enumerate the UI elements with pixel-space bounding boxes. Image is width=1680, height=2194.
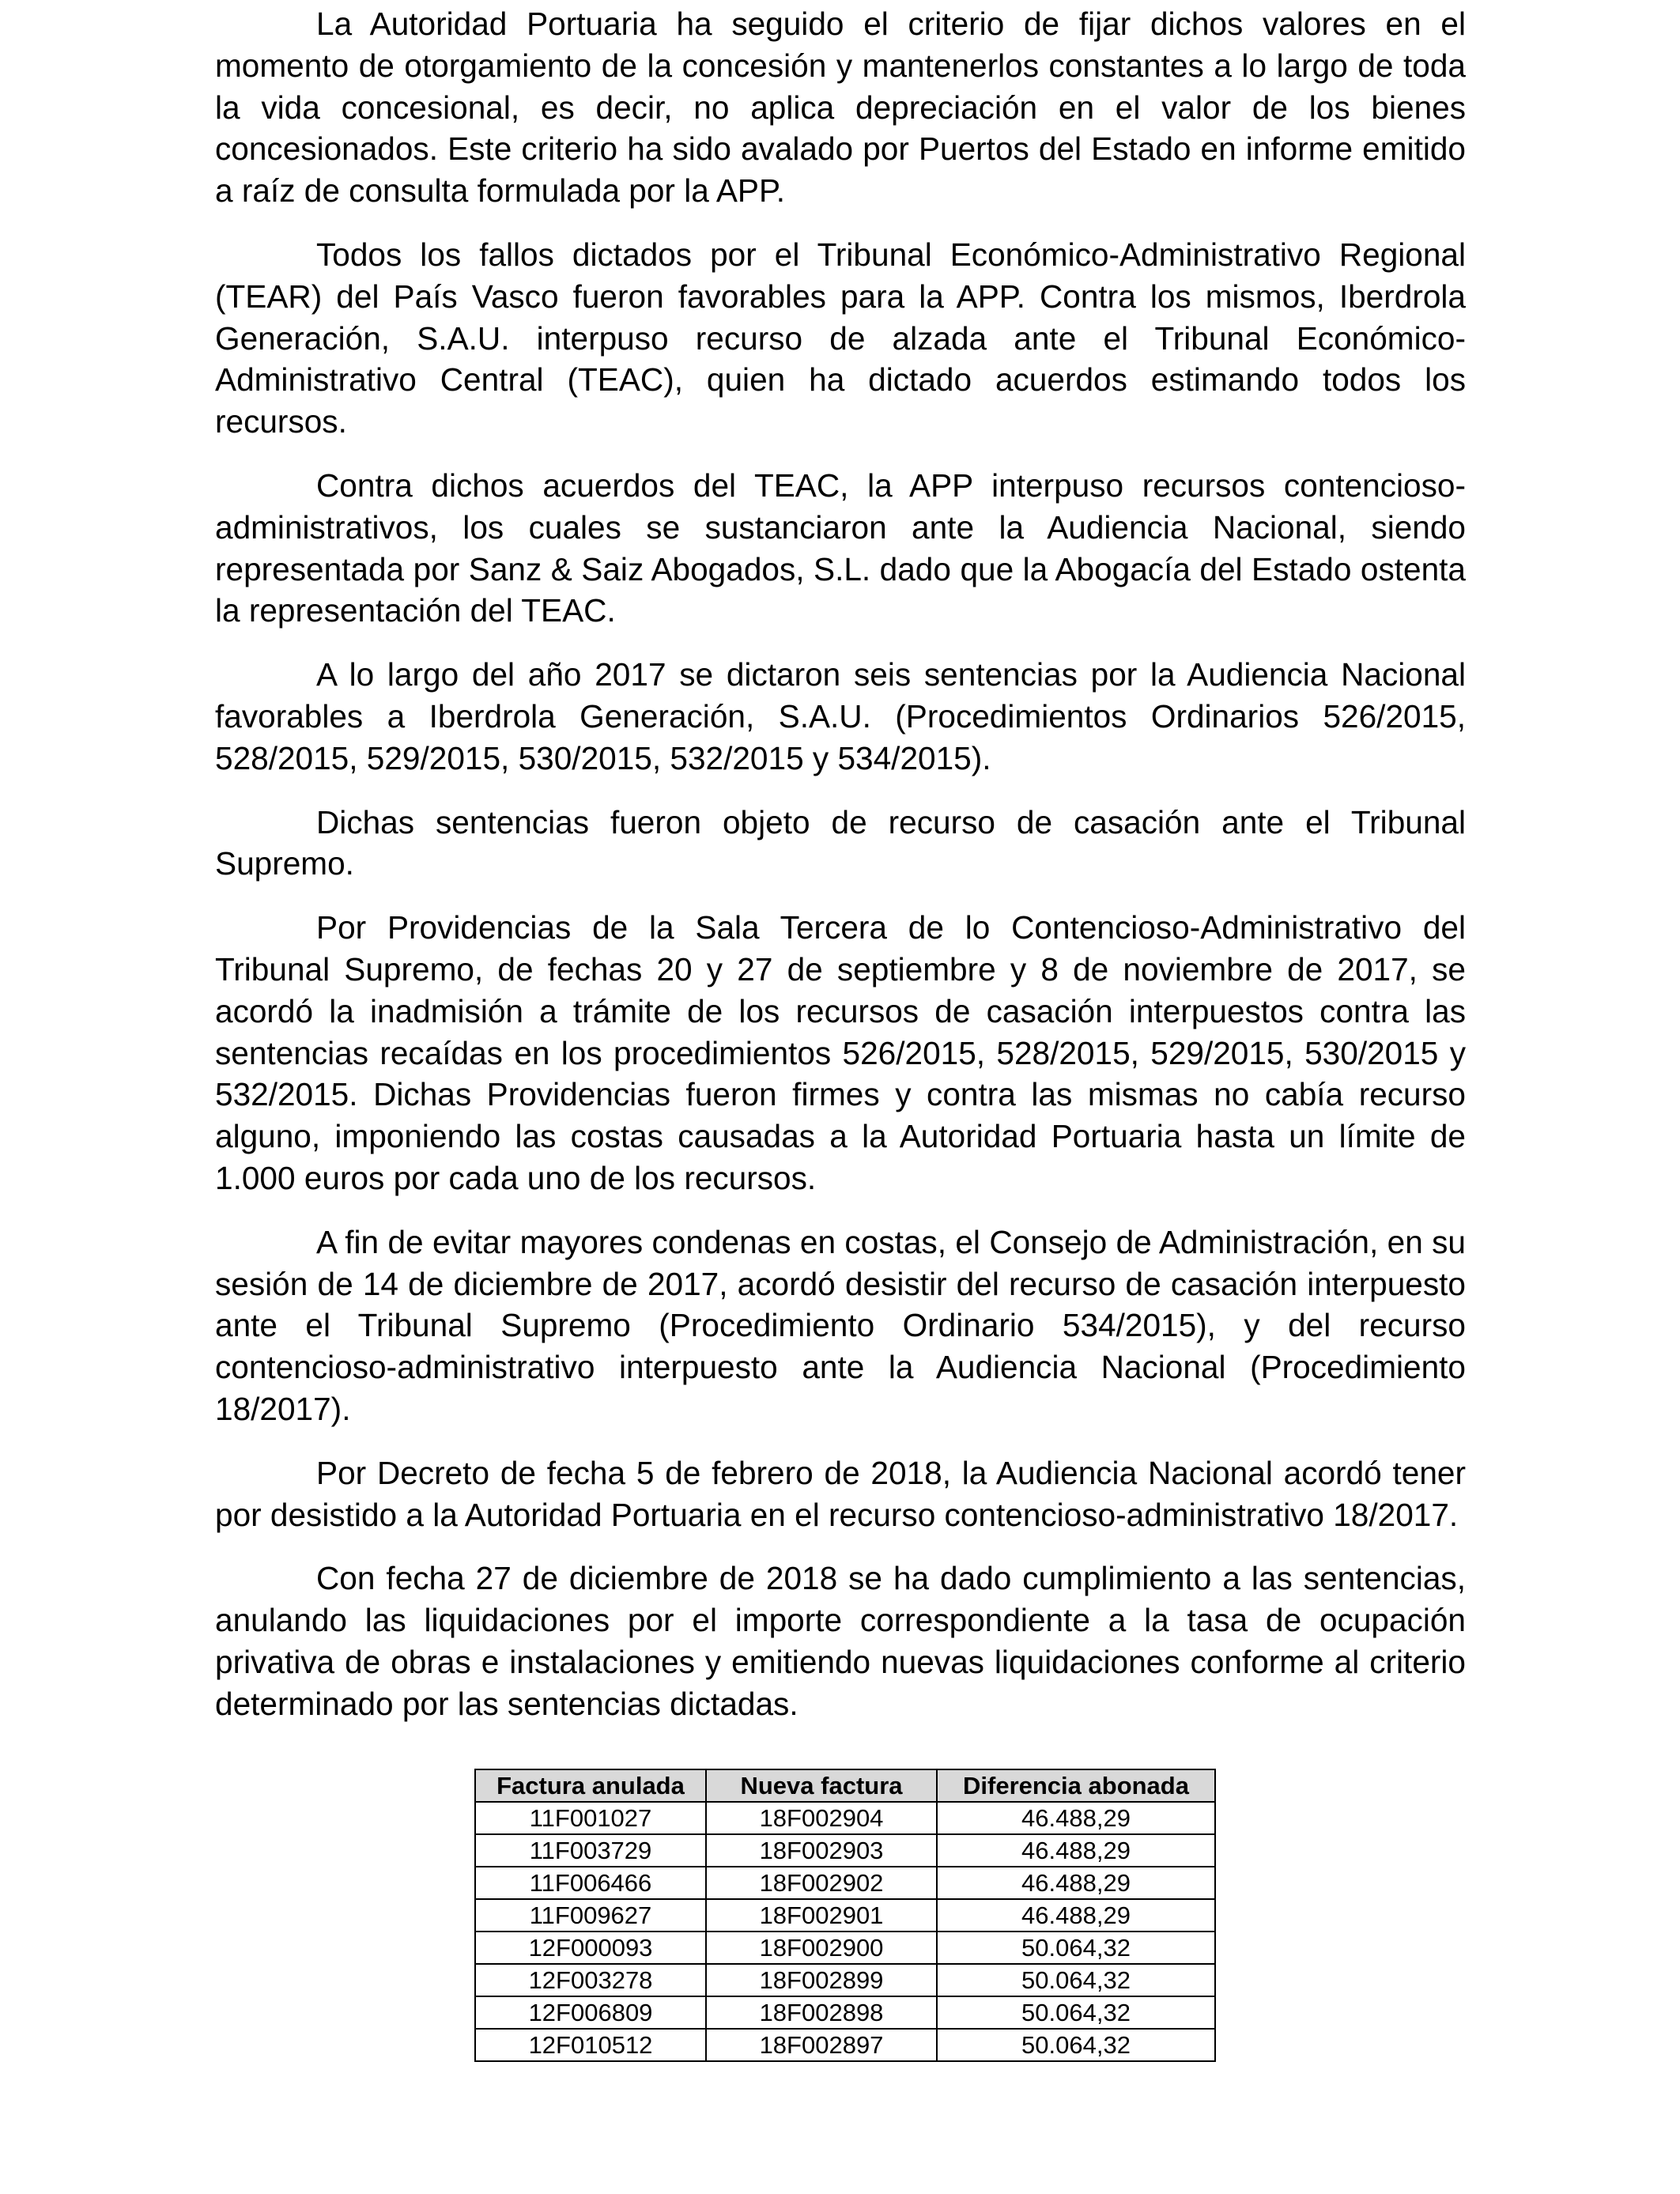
cell-factura-anulada: 11F009627 bbox=[475, 1899, 706, 1932]
invoice-table-wrapper bbox=[474, 1769, 1216, 2062]
cell-nueva-factura: 18F002900 bbox=[706, 1932, 937, 1964]
cell-diferencia-abonada: 50.064,32 bbox=[937, 1996, 1215, 2029]
paragraph: La Autoridad Portuaria ha seguido el criterio de fijar dichos valores en el momento de otorgamiento de la concesión y mantenerlos constantes a lo largo de toda la vida concesional, es decir, no aplica depreciación en el valor de los bienes concesionados. Este criterio ha sido avalado por Puertos del Estado en informe emitido a raíz de consulta formulada por la APP. bbox=[215, 6, 1466, 210]
cell-diferencia-abonada: 46.488,29 bbox=[937, 1802, 1215, 1834]
table-row bbox=[475, 1802, 1215, 1834]
paragraph: A lo largo del año 2017 se dictaron seis sentencias por la Audiencia Nacional favorables a Iberdrola Generación, S.A.U. (Procedimientos Ordinarios 526/2015, 528/2015, 529/2015, 530/2015, 532/2015 y 534/2015). bbox=[215, 656, 1466, 776]
table-row bbox=[475, 1964, 1215, 1996]
table-row bbox=[475, 1996, 1215, 2029]
cell-diferencia-abonada: 50.064,32 bbox=[937, 1932, 1215, 1964]
cell-nueva-factura: 18F002897 bbox=[706, 2029, 937, 2061]
body-text bbox=[215, 0, 1466, 1747]
cell-factura-anulada: 11F003729 bbox=[475, 1834, 706, 1867]
cell-diferencia-abonada: 50.064,32 bbox=[937, 2029, 1215, 2061]
cell-factura-anulada: 12F003278 bbox=[475, 1964, 706, 1996]
table-row bbox=[475, 2029, 1215, 2061]
invoice-table bbox=[474, 1769, 1216, 2062]
paragraph: A fin de evitar mayores condenas en costas, el Consejo de Administración, en su sesión de 14 de diciembre de 2017, acordó desistir del recurso de casación interpuesto ante el Tribunal Supremo (Procedimiento Ordinario 534/2015), y del recurso contencioso-administrativo interpuesto ante la Audiencia Nacional (Procedimiento 18/2017). bbox=[215, 1223, 1466, 1427]
cell-factura-anulada: 11F006466 bbox=[475, 1867, 706, 1899]
paragraph: Dichas sentencias fueron objeto de recurso de casación ante el Tribunal Supremo. bbox=[215, 803, 1466, 882]
cell-nueva-factura: 18F002898 bbox=[706, 1996, 937, 2029]
cell-diferencia-abonada: 46.488,29 bbox=[937, 1834, 1215, 1867]
paragraph: Por Decreto de fecha 5 de febrero de 2018, la Audiencia Nacional acordó tener por desistido a la Autoridad Portuaria en el recurso contencioso-administrativo 18/2017. bbox=[215, 1454, 1466, 1533]
table-row bbox=[475, 1834, 1215, 1867]
cell-nueva-factura: 18F002901 bbox=[706, 1899, 937, 1932]
table-row bbox=[475, 1867, 1215, 1899]
paragraph: Todos los fallos dictados por el Tribunal Económico-Administrativo Regional (TEAR) del País Vasco fueron favorables para la APP. Contra los mismos, Iberdrola Generación, S.A.U. interpuso recurso de alzada ante el Tribunal Económico-Administrativo Central (TEAC), quien ha dictado acuerdos estimando todos los recursos. bbox=[215, 236, 1466, 440]
cell-factura-anulada: 12F010512 bbox=[475, 2029, 706, 2061]
cell-diferencia-abonada: 50.064,32 bbox=[937, 1964, 1215, 1996]
cell-nueva-factura: 18F002899 bbox=[706, 1964, 937, 1996]
table-row bbox=[475, 1932, 1215, 1964]
cell-nueva-factura: 18F002902 bbox=[706, 1867, 937, 1899]
cell-factura-anulada: 12F000093 bbox=[475, 1932, 706, 1964]
cell-nueva-factura: 18F002903 bbox=[706, 1834, 937, 1867]
column-header-diferencia-abonada: Diferencia abonada bbox=[937, 1769, 1215, 1802]
cell-factura-anulada: 11F001027 bbox=[475, 1802, 706, 1834]
cell-diferencia-abonada: 46.488,29 bbox=[937, 1899, 1215, 1932]
column-header-nueva-factura: Nueva factura bbox=[706, 1769, 937, 1802]
paragraph: Por Providencias de la Sala Tercera de lo Contencioso-Administrativo del Tribunal Supremo, de fechas 20 y 27 de septiembre y 8 de noviembre de 2017, se acordó la inadmisión a trámite de los recursos de casación interpuestos contra las sentencias recaídas en los procedimientos 526/2015, 528/2015, 529/2015, 530/2015 y 532/2015. Dichas Providencias fueron firmes y contra las mismas no cabía recurso alguno, imponiendo las costas causadas a la Autoridad Portuaria hasta un límite de 1.000 euros por cada uno de los recursos. bbox=[215, 909, 1466, 1196]
table-header-row bbox=[475, 1769, 1215, 1802]
cell-diferencia-abonada: 46.488,29 bbox=[937, 1867, 1215, 1899]
column-header-factura-anulada: Factura anulada bbox=[475, 1769, 706, 1802]
table-row bbox=[475, 1899, 1215, 1932]
paragraph: Contra dichos acuerdos del TEAC, la APP interpuso recursos contencioso-administrativos, los cuales se sustanciaron ante la Audiencia Nacional, siendo representada por Sanz & Saiz Abogados, S.L. dado que la Abogacía del Estado ostenta la representación del TEAC. bbox=[215, 466, 1466, 629]
cell-nueva-factura: 18F002904 bbox=[706, 1802, 937, 1834]
cell-factura-anulada: 12F006809 bbox=[475, 1996, 706, 2029]
paragraph: Con fecha 27 de diciembre de 2018 se ha dado cumplimiento a las sentencias, anulando las liquidaciones por el importe correspondiente a la tasa de ocupación privativa de obras e instalaciones y emitiendo nuevas liquidaciones conforme al criterio determinado por las sentencias dictadas. bbox=[215, 1560, 1466, 1722]
